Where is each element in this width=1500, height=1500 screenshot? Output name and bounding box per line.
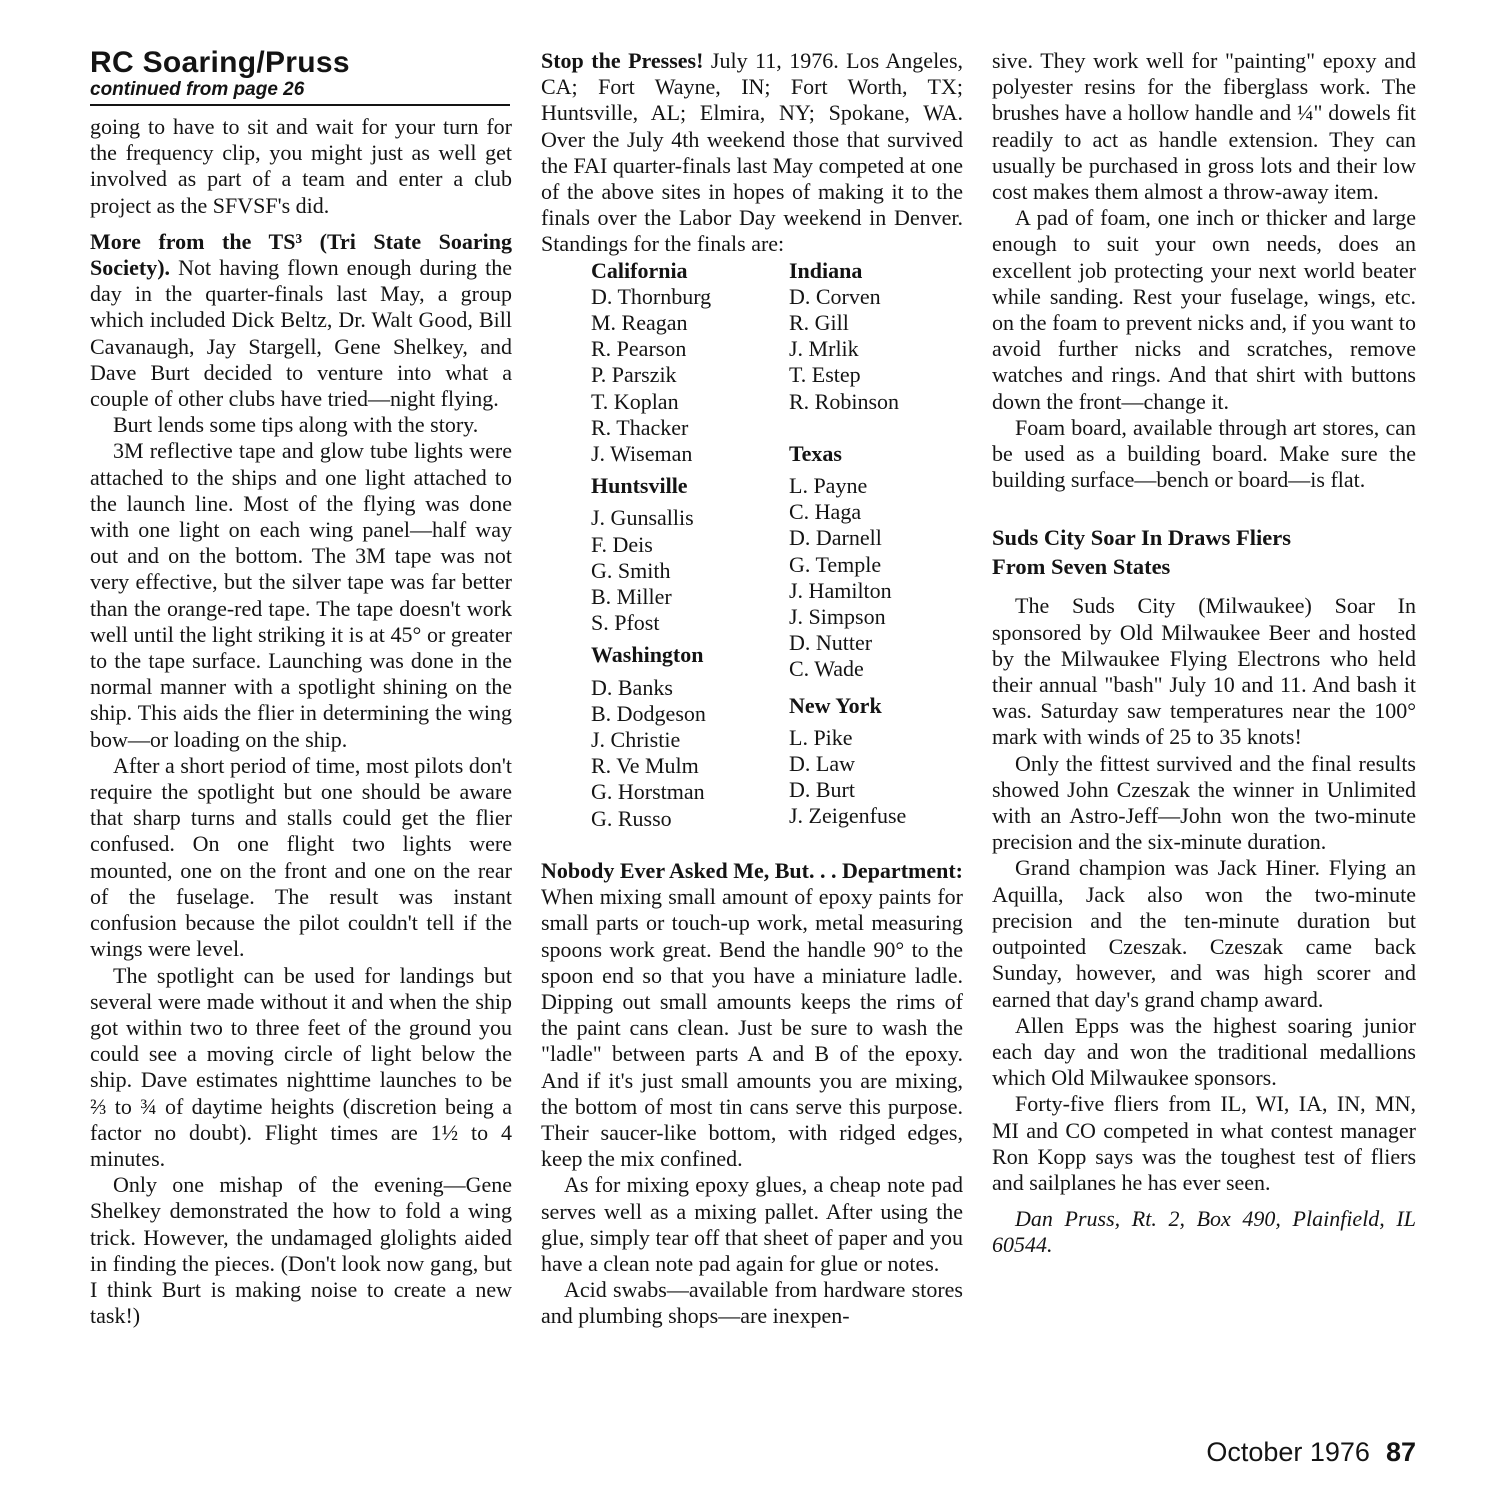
standings-heading: California <box>591 257 688 283</box>
page-footer <box>1206 1437 1416 1468</box>
standings-name: T. Koplan <box>591 388 679 414</box>
standings-name: M. Reagan <box>591 310 688 336</box>
standings-name: R. Robinson <box>789 388 900 414</box>
standings-name: R. Pearson <box>591 336 687 362</box>
standings-heading: Washington <box>591 642 704 668</box>
paragraph: going to have to sit and wait for your turn for the frequency clip, you might just as well get involved as part of a team and enter a club project as the SFVSF's did. <box>90 114 512 218</box>
standings-heading: New York <box>789 692 882 718</box>
standings-name: J. Christie <box>591 727 681 753</box>
paragraph-text: Not having flown enough during the day in the quarter-finals last May, a group which included Dick Beltz, Dr. Walt Good, Bill Cavanaugh, Jay Stargell, Gene Shelkey, and Dave Burt decided to venture into what a couple of other clubs have tried—night flying. <box>90 255 512 412</box>
column-2 <box>541 48 963 1330</box>
standings-name: D. Banks <box>591 674 673 700</box>
standings-name: R. Ve Mulm <box>591 753 699 779</box>
paragraph: Foam board, available through art stores, can be used as a building board. Make sure the building surface—bench or board—is flat. <box>992 414 1416 493</box>
standings-name: D. Burt <box>789 777 855 803</box>
paragraph: The spotlight can be used for landings but several were made without it and when the ship got within two to three feet of the ground you could see a moving circle of light below the ship. Dave estimates nighttime launches to be ⅔ to ¾ of daytime heights (discretion being a factor no doubt). Flight times are 1½ to 4 minutes. <box>90 962 512 1171</box>
standings-name: G. Smith <box>591 557 671 583</box>
standings-name: T. Estep <box>789 362 861 388</box>
paragraph: Only the fittest survived and the final results showed John Czeszak the winner in Unlimited with an Astro-Jeff—John won the two-minute precision and the six-minute duration. <box>992 750 1416 855</box>
standings-name: J. Simpson <box>789 604 886 630</box>
paragraph: sive. They work well for "painting" epoxy and polyester resins for the fiberglass work. The brushes have a hollow handle and ¼" dowels fit readily to act as handle extension. They can usually be purchased in gross lots and their low cost makes them almost a throw-away item. <box>992 48 1416 205</box>
standings-name: D. Corven <box>789 283 881 309</box>
standings-heading: Indiana <box>789 257 863 283</box>
paragraph: Acid swabs—available from hardware stores and plumbing shops—are inexpen- <box>541 1277 963 1329</box>
standings-name: D. Thornburg <box>591 283 712 309</box>
standings-name: D. Nutter <box>789 630 873 656</box>
paragraph: Allen Epps was the highest soaring junior each day and won the traditional medallions which Old Milwaukee sponsors. <box>992 1012 1416 1091</box>
standings-name: J. Hamilton <box>789 577 892 603</box>
standings-right-column <box>781 258 959 832</box>
standings-table <box>541 258 963 832</box>
paragraph: As for mixing epoxy glues, a cheap note pad serves well as a mixing pallet. After using the glue, simply tear off that sheet of paper and you have a clean note pad again for glue or notes. <box>541 1172 963 1276</box>
issue-date: October 1976 <box>1206 1437 1370 1467</box>
standings-left-column <box>541 258 781 832</box>
standings-name: G. Horstman <box>591 779 705 805</box>
page-title: RC Soaring/Pruss <box>90 46 350 79</box>
author-signoff: Dan Pruss, Rt. 2, Box 490, Plainfield, IL 60544. <box>992 1206 1416 1258</box>
paragraph: Only one mishap of the evening—Gene Shelkey demonstrated the how to fold a wing trick. However, the undamaged glolights aided in finding the pieces. (Don't look now gang, but I think Burt is making noise to create a new task!) <box>90 1172 512 1329</box>
paragraph-text: July 11, 1976. Los Angeles, CA; Fort Wayne, IN; Fort Worth, TX; Huntsville, AL; Elmira, NY; Spokane, WA. Over the July 4th weekend those that survived the FAI quarter-finals last May competed at one of the above sites in hopes of making it to the finals over the Labor Day weekend in Denver. Standings for the finals are: <box>541 48 964 257</box>
standings-name: J. Mrlik <box>789 336 859 362</box>
paragraph: After a short period of time, most pilots don't require the spotlight but one should be aware that sharp turns and stalls could get the flier confused. On one flight two lights were mounted, one on the front and one on the rear of the fuselage. The result was instant confusion because the pilot couldn't tell if the wings were level. <box>90 752 512 962</box>
standings-name: D. Law <box>789 751 855 777</box>
paragraph: Grand champion was Jack Hiner. Flying an Aquilla, Jack also won the two-minute precision and the ten-minute duration but outpointed Czeszak. Czeszak came back Sunday, however, and was high scorer and earned that day's grand champ award. <box>992 855 1416 1012</box>
paragraph: A pad of foam, one inch or thicker and large enough to suit your own needs, does an excellent job protecting your next world beater while sanding. Rest your fuselage, wings, etc. on the foam to prevent nicks and, if you want to avoid further nicks and scratches, remove watches and rings. And that shirt with buttons down the front—change it. <box>992 205 1416 414</box>
page-subtitle: continued from page 26 <box>90 79 305 100</box>
standings-name: J. Zeigenfuse <box>789 803 907 829</box>
paragraph <box>541 858 963 1172</box>
standings-heading: Huntsville <box>591 473 688 499</box>
standings-name: D. Darnell <box>789 525 882 551</box>
standings-heading: Texas <box>789 440 842 466</box>
standings-name: G. Russo <box>591 805 672 831</box>
article-headline: From Seven States <box>992 554 1171 580</box>
paragraph-text: When mixing small amount of epoxy paints for small parts or touch-up work, metal measuring spoons work great. Bend the handle 90° to the spoon end so that you have a miniature ladle. Dipping out small amounts keeps the rims of the paint cans clean. Just be sure to wash the "ladle" between parts A and B of the epoxy. And if it's just small amounts you are mixing, the bottom of most tin cans serve this purpose. Their saucer-like bottom, with ridged edges, keep the mix confined. <box>541 884 963 1172</box>
paragraph: Burt lends some tips along with the story. <box>113 412 479 438</box>
standings-name: F. Deis <box>591 531 653 557</box>
paragraph <box>90 229 512 412</box>
standings-name: B. Dodgeson <box>591 700 706 726</box>
section-lead: More from the TS³ (Tri State Soaring Society). <box>90 228 512 281</box>
page-number: 87 <box>1385 1437 1416 1467</box>
standings-name: G. Temple <box>789 551 882 577</box>
paragraph <box>541 48 963 258</box>
column-1 <box>90 48 512 1329</box>
paragraph: 3M reflective tape and glow tube lights were attached to the ships and one light attached to the launch line. Most of the flying was done with one light on each wing panel—half way out and on the bottom. The 3M tape was not very effective, but the silver tape was far better than the orange-red tape. The tape doesn't work well until the light striking it is at 45° or greater to the tape surface. Launching was done in the normal manner with a spotlight shining on the ship. This aids the flier in determining the wing bow—or loading on the ship. <box>90 438 512 752</box>
standings-name: L. Pike <box>789 724 853 750</box>
standings-name: C. Wade <box>789 656 864 682</box>
section-lead: Nobody Ever Asked Me, But. . . Department: <box>541 857 963 883</box>
standings-name: P. Parszik <box>591 362 677 388</box>
header-rule <box>90 104 510 106</box>
standings-name: J. Wiseman <box>591 441 693 467</box>
standings-name: R. Gill <box>789 310 849 336</box>
standings-name: C. Haga <box>789 499 862 525</box>
article-headline: Suds City Soar In Draws Fliers <box>992 525 1291 551</box>
column-3 <box>992 48 1416 1259</box>
paragraph: Forty-five fliers from IL, WI, IA, IN, MN, MI and CO competed in what contest manager Ron Kopp says was the toughest test of fliers and sailplanes he has ever seen. <box>992 1091 1416 1195</box>
standings-name: R. Thacker <box>591 414 689 440</box>
standings-name: B. Miller <box>591 584 672 610</box>
standings-name: S. Pfost <box>591 610 660 636</box>
standings-name: L. Payne <box>789 473 868 499</box>
standings-name: J. Gunsallis <box>591 505 694 531</box>
paragraph: The Suds City (Milwaukee) Soar In sponsored by Old Milwaukee Beer and hosted by the Milwaukee Flying Electrons who held their annual "bash" July 10 and 11. And bash it was. Saturday saw temperatures near the 100° mark with winds of 25 to 35 knots! <box>992 593 1416 750</box>
section-lead: Stop the Presses! <box>541 48 704 73</box>
